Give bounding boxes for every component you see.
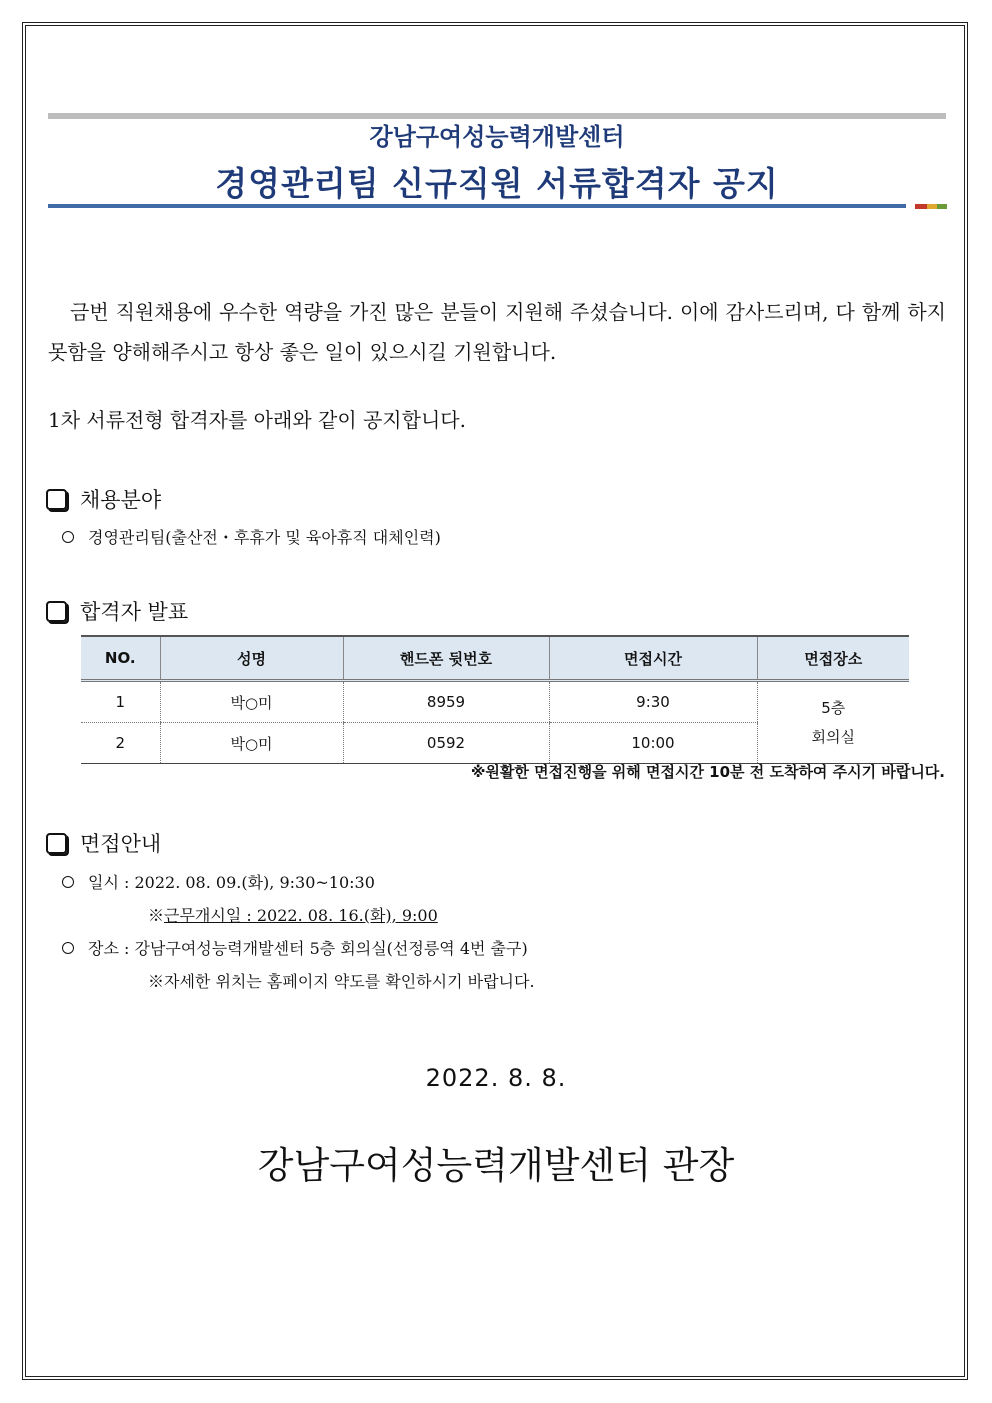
column-header-name: 성명 (160, 636, 343, 681)
section-recruit-title: 채용분야 (80, 488, 162, 512)
table-header-row (81, 636, 909, 681)
accent-bar-red (915, 204, 927, 209)
cell-no: 2 (81, 723, 160, 764)
section-results-heading (46, 596, 188, 626)
checkbox-icon (46, 489, 67, 510)
cell-time: 9:30 (549, 681, 757, 723)
table-row (81, 681, 909, 723)
announcement-date: 2022. 8. 8. (425, 1064, 567, 1092)
place-floor: 5층 (821, 698, 846, 717)
document-title: 경영관리팀 신규직원 서류합격자 공지 (215, 164, 779, 203)
column-header-no: NO. (81, 636, 160, 681)
cell-phone: 8959 (343, 681, 549, 723)
cell-name: 박○미 (160, 681, 343, 723)
notice-line: 1차 서류전형 합격자를 아래와 같이 공지합니다. (48, 408, 466, 432)
organization-subtitle: 강남구여성능력개발센터 (369, 123, 625, 151)
accent-bar-yellow (927, 204, 937, 209)
accent-bar-green (937, 204, 947, 209)
interview-place-text: 장소 : 강남구여성능력개발센터 5층 회의실(선정릉역 4번 출구) (88, 939, 528, 958)
start-date-note-mark: ※ (148, 906, 165, 925)
cell-time: 10:00 (549, 723, 757, 764)
circle-bullet-icon (62, 531, 74, 543)
checkbox-icon (46, 833, 67, 854)
section-recruit-heading (46, 484, 161, 514)
start-date-note-text: 근무개시일 : 2022. 08. 16.(화), 9:00 (164, 906, 438, 925)
interview-place-item (62, 936, 528, 959)
checkbox-icon (46, 601, 67, 622)
recruit-item (62, 525, 441, 548)
circle-bullet-icon (62, 876, 74, 888)
intro-paragraph: 금번 직원채용에 우수한 역량을 가진 많은 분들이 지원해 주셨습니다. 이에 감사드리며, 다 함께 하지 못함을 양해해주시고 항상 좋은 일이 있으시길 기원합니다. (48, 300, 946, 364)
place-room: 회의실 (811, 727, 855, 746)
start-date-note (148, 903, 438, 926)
results-table (81, 635, 909, 764)
section-interview-title: 면접안내 (80, 832, 162, 856)
column-header-place: 면접장소 (757, 636, 909, 681)
section-results-title: 합격자 발표 (80, 600, 189, 624)
interview-date-text: 일시 : 2022. 08. 09.(화), 9:30~10:30 (88, 873, 375, 892)
location-note: ※자세한 위치는 홈페이지 약도를 확인하시기 바랍니다. (148, 972, 535, 991)
signature-line: 강남구여성능력개발센터 관장 (257, 1144, 735, 1187)
interview-date-item (62, 870, 375, 893)
cell-no: 1 (81, 681, 160, 723)
header-bottom-rule (48, 204, 906, 208)
recruit-item-text: 경영관리팀(출산전・후휴가 및 육아휴직 대체인력) (88, 528, 441, 547)
column-header-time: 면접시간 (549, 636, 757, 681)
section-interview-heading (46, 828, 161, 858)
circle-bullet-icon (62, 942, 74, 954)
cell-place (757, 681, 909, 764)
column-header-phone: 핸드폰 뒷번호 (343, 636, 549, 681)
cell-phone: 0592 (343, 723, 549, 764)
table-note: ※원활한 면접진행을 위해 면접시간 10분 전 도착하여 주시기 바랍니다. (470, 763, 945, 781)
cell-name: 박○미 (160, 723, 343, 764)
